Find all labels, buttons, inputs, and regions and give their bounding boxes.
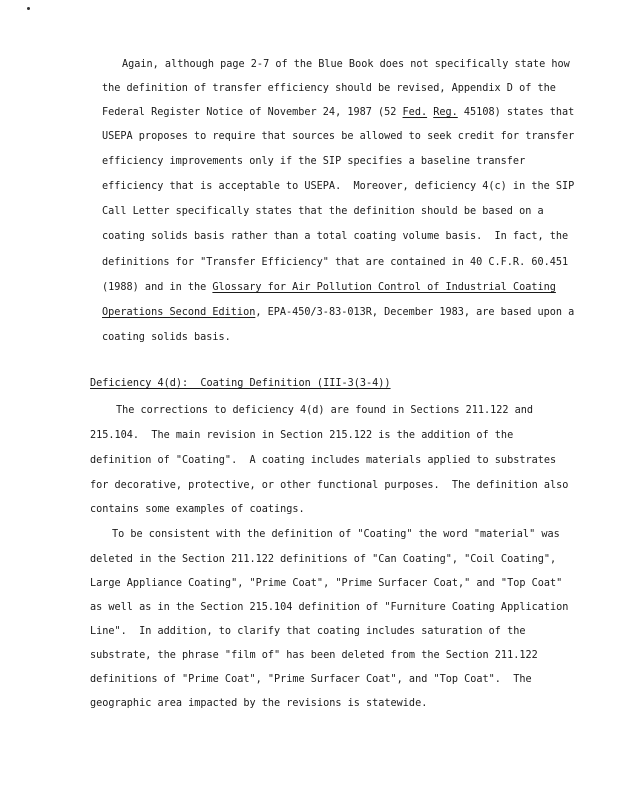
p1-line-1: Again, although page 2-7 of the Blue Book does not specifically state how [122, 59, 570, 70]
p2-line-3: definition of "Coating". A coating includes materials applied to substrates [90, 455, 557, 466]
p1-line-8: coating solids basis rather than a total coating volume basis. In fact, the [102, 231, 569, 242]
glossary-title-cont: Operations Second Edition [102, 307, 256, 318]
section-heading: Deficiency 4(d): Coating Definition (III-3(3-4)) [90, 378, 391, 389]
p1-line-7: Call Letter specifically states that the definition should be based on a [102, 206, 544, 217]
fed-abbrev: Fed. [402, 107, 428, 118]
p3-line-8: geographic area impacted by the revisions is statewide. [90, 698, 428, 709]
scan-speck [27, 7, 30, 10]
p1-line-10: (1988) and in the Glossary for Air Pollution Control of Industrial Coating [102, 282, 556, 293]
p1-line-5: efficiency improvements only if the SIP specifies a baseline transfer [102, 156, 526, 167]
p2-line-4: for decorative, protective, or other functional purposes. The definition also [90, 480, 569, 491]
p3-line-1: To be consistent with the definition of "Coating" the word "material" was [112, 529, 560, 540]
p3-line-2: deleted in the Section 211.122 definitions of "Can Coating", "Coil Coating", [90, 554, 557, 565]
p1-line-2: the definition of transfer efficiency should be revised, Appendix D of the [102, 83, 556, 94]
p3-line-4: as well as in the Section 215.104 definition of "Furniture Coating Application [90, 602, 569, 613]
p3-line-3: Large Appliance Coating", "Prime Coat", "Prime Surfacer Coat," and "Top Coat" [90, 578, 563, 589]
glossary-title: Glossary for Air Pollution Control of Industrial Coating [212, 282, 556, 293]
p3-line-5: Line". In addition, to clarify that coating includes saturation of the [90, 626, 526, 637]
p2-line-5: contains some examples of coatings. [90, 504, 305, 515]
p1-line-4: USEPA proposes to require that sources be allowed to seek credit for transfer [102, 131, 575, 142]
p1-line-11: Operations Second Edition, EPA-450/3-83-013R, December 1983, are based upon a [102, 307, 575, 318]
p3-line-6: substrate, the phrase "film of" has been deleted from the Section 211.122 [90, 650, 538, 661]
p1-line-9: definitions for "Transfer Efficiency" that are contained in 40 C.F.R. 60.451 [102, 257, 569, 268]
p1-line-12: coating solids basis. [102, 332, 231, 343]
reg-abbrev: Reg. [433, 107, 458, 118]
p3-line-7: definitions of "Prime Coat", "Prime Surfacer Coat", and "Top Coat". The [90, 674, 532, 685]
p1-line-6: efficiency that is acceptable to USEPA. Moreover, deficiency 4(c) in the SIP [102, 181, 575, 192]
p2-line-1: The corrections to deficiency 4(d) are found in Sections 211.122 and [116, 405, 534, 416]
p1-line-3: Federal Register Notice of November 24, 1987 (52 Fed. Reg. 45108) states that [102, 107, 575, 118]
p2-line-2: 215.104. The main revision in Section 215.122 is the addition of the [90, 430, 514, 441]
